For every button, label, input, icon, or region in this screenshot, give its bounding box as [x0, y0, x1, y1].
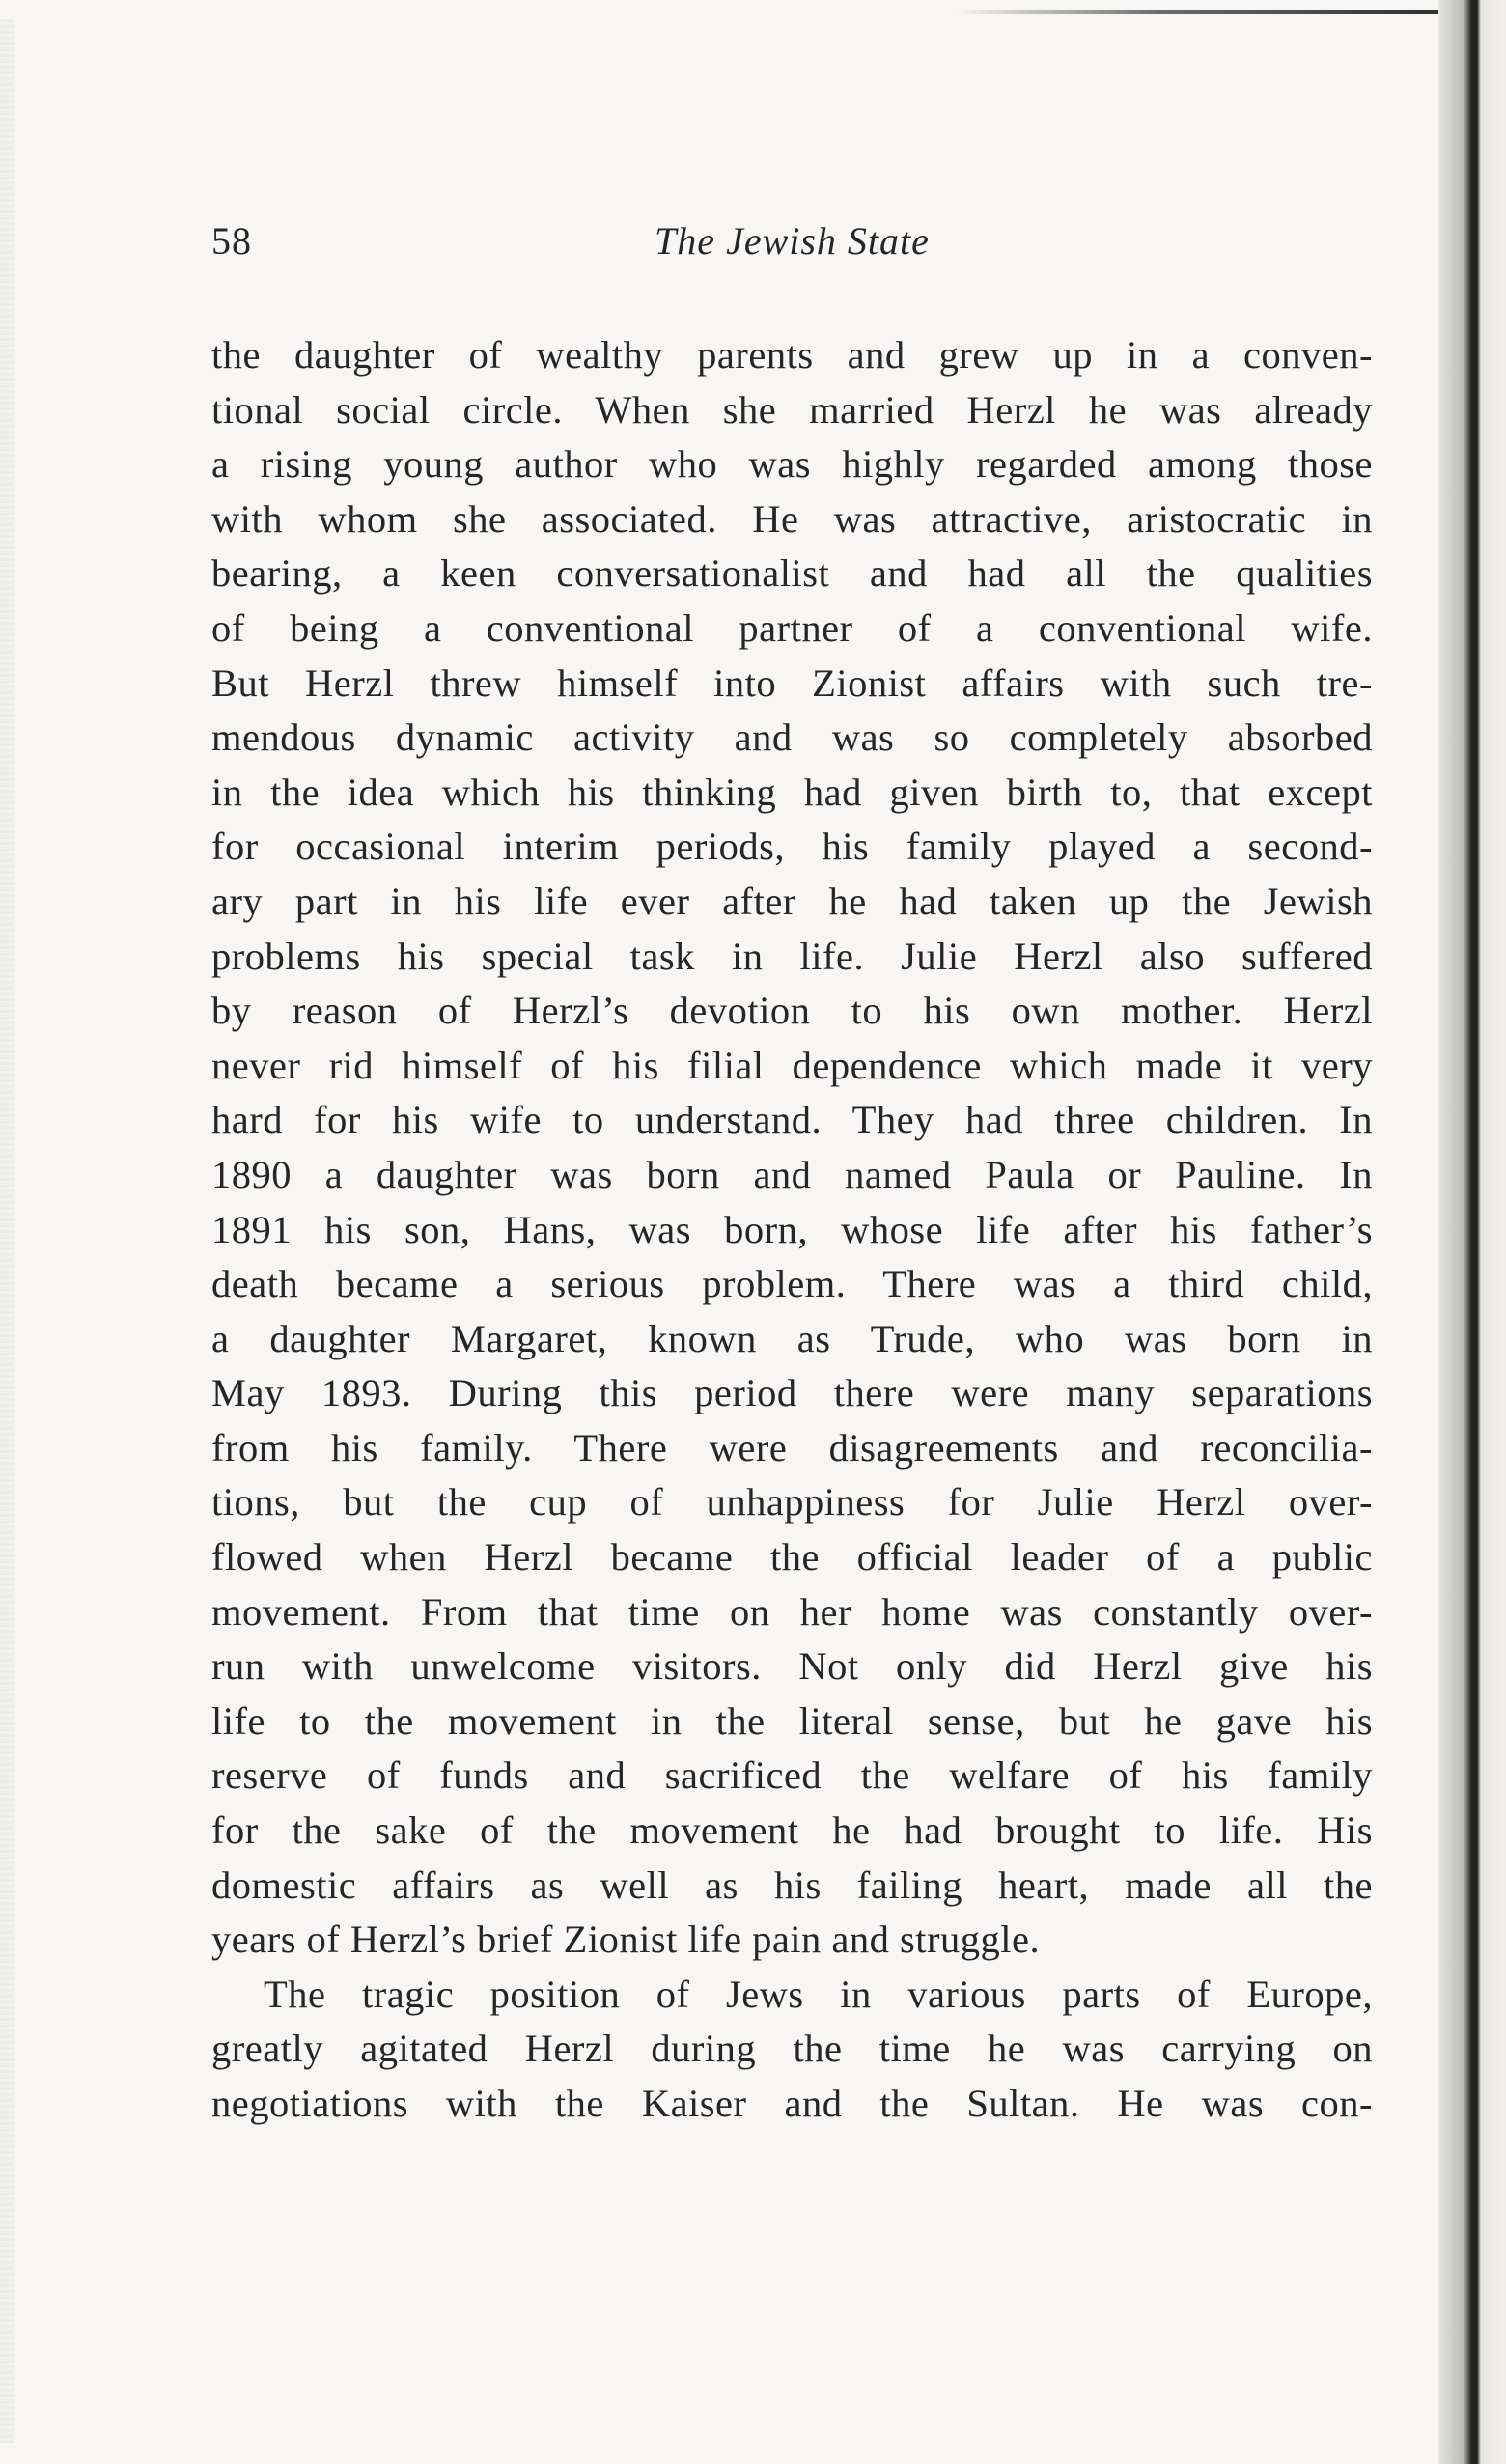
text-line: ary part in his life ever after he had taken up the Jewish [211, 879, 1373, 923]
text-line: May 1893. During this period there were many separations [211, 1371, 1373, 1415]
text-line: life to the movement in the literal sense, but he gave his [211, 1698, 1373, 1743]
text-line: The tragic position of Jews in various parts of Europe, [264, 1972, 1373, 2016]
text-line: 1890 a daughter was born and named Paula or Pauline. In [211, 1152, 1373, 1196]
text-line: with whom she associated. He was attractive, aristocratic in [211, 496, 1373, 541]
body-text [211, 328, 1373, 2132]
paragraph-1 [211, 328, 1373, 1968]
text-line: negotiations with the Kaiser and the Sultan. He was con- [211, 2082, 1373, 2125]
text-line: of being a conventional partner of a conventional wife. [211, 605, 1373, 650]
text-line: reserve of funds and sacrificed the welfare of his family [211, 1753, 1373, 1798]
text-line: tional social circle. When she married Herzl he was already [211, 387, 1373, 432]
text-line: from his family. There were disagreements and reconcilia- [211, 1425, 1373, 1470]
text-line: for occasional interim periods, his family played a second- [211, 825, 1373, 869]
scan-left-edge [0, 19, 14, 2443]
text-line: domestic affairs as well as his failing heart, made all the [211, 1862, 1373, 1907]
running-title: The Jewish State [655, 219, 930, 263]
text-line: bearing, a keen conversationalist and had all the qualities [211, 551, 1373, 596]
scan-top-shadow [956, 10, 1467, 14]
text-line: never rid himself of his filial dependence which made it very [211, 1043, 1373, 1087]
paragraph-2 [211, 1968, 1373, 2132]
text-line: death became a serious problem. There was a third child, [211, 1262, 1373, 1306]
text-line: hard for his wife to understand. They had three children. In [211, 1098, 1373, 1142]
scan-right-edge [1438, 0, 1506, 2464]
text-line: mendous dynamic activity and was so completely absorbed [211, 715, 1373, 760]
text-line: run with unwelcome visitors. Not only did Herzl give his [211, 1644, 1373, 1689]
text-line: movement. From that time on her home was constantly over- [211, 1589, 1373, 1634]
text-line: greatly agitated Herzl during the time he was carrying on [211, 2027, 1373, 2071]
page-header [211, 218, 1373, 276]
text-line: years of Herzl’s brief Zionist life pain and struggle. [211, 1918, 1041, 1962]
text-line: But Herzl threw himself into Zionist affairs with such tre- [211, 660, 1373, 705]
text-line: for the sake of the movement he had brought to life. His [211, 1808, 1373, 1853]
text-line: flowed when Herzl became the official leader of a public [211, 1535, 1373, 1580]
text-line: by reason of Herzl’s devotion to his own mother. Herzl [211, 989, 1373, 1033]
text-line: tions, but the cup of unhappiness for Julie Herzl over- [211, 1480, 1373, 1525]
text-line: the daughter of wealthy parents and grew up in a conven- [211, 333, 1373, 377]
text-line: 1891 his son, Hans, was born, whose life after his father’s [211, 1207, 1373, 1251]
text-line: a daughter Margaret, known as Trude, who was born in [211, 1316, 1373, 1360]
text-line: a rising young author who was highly regarded among those [211, 442, 1373, 487]
page-number: 58 [211, 219, 252, 263]
text-line: problems his special task in life. Julie Herzl also suffered [211, 934, 1373, 978]
text-line: in the idea which his thinking had given birth to, that except [211, 770, 1373, 814]
